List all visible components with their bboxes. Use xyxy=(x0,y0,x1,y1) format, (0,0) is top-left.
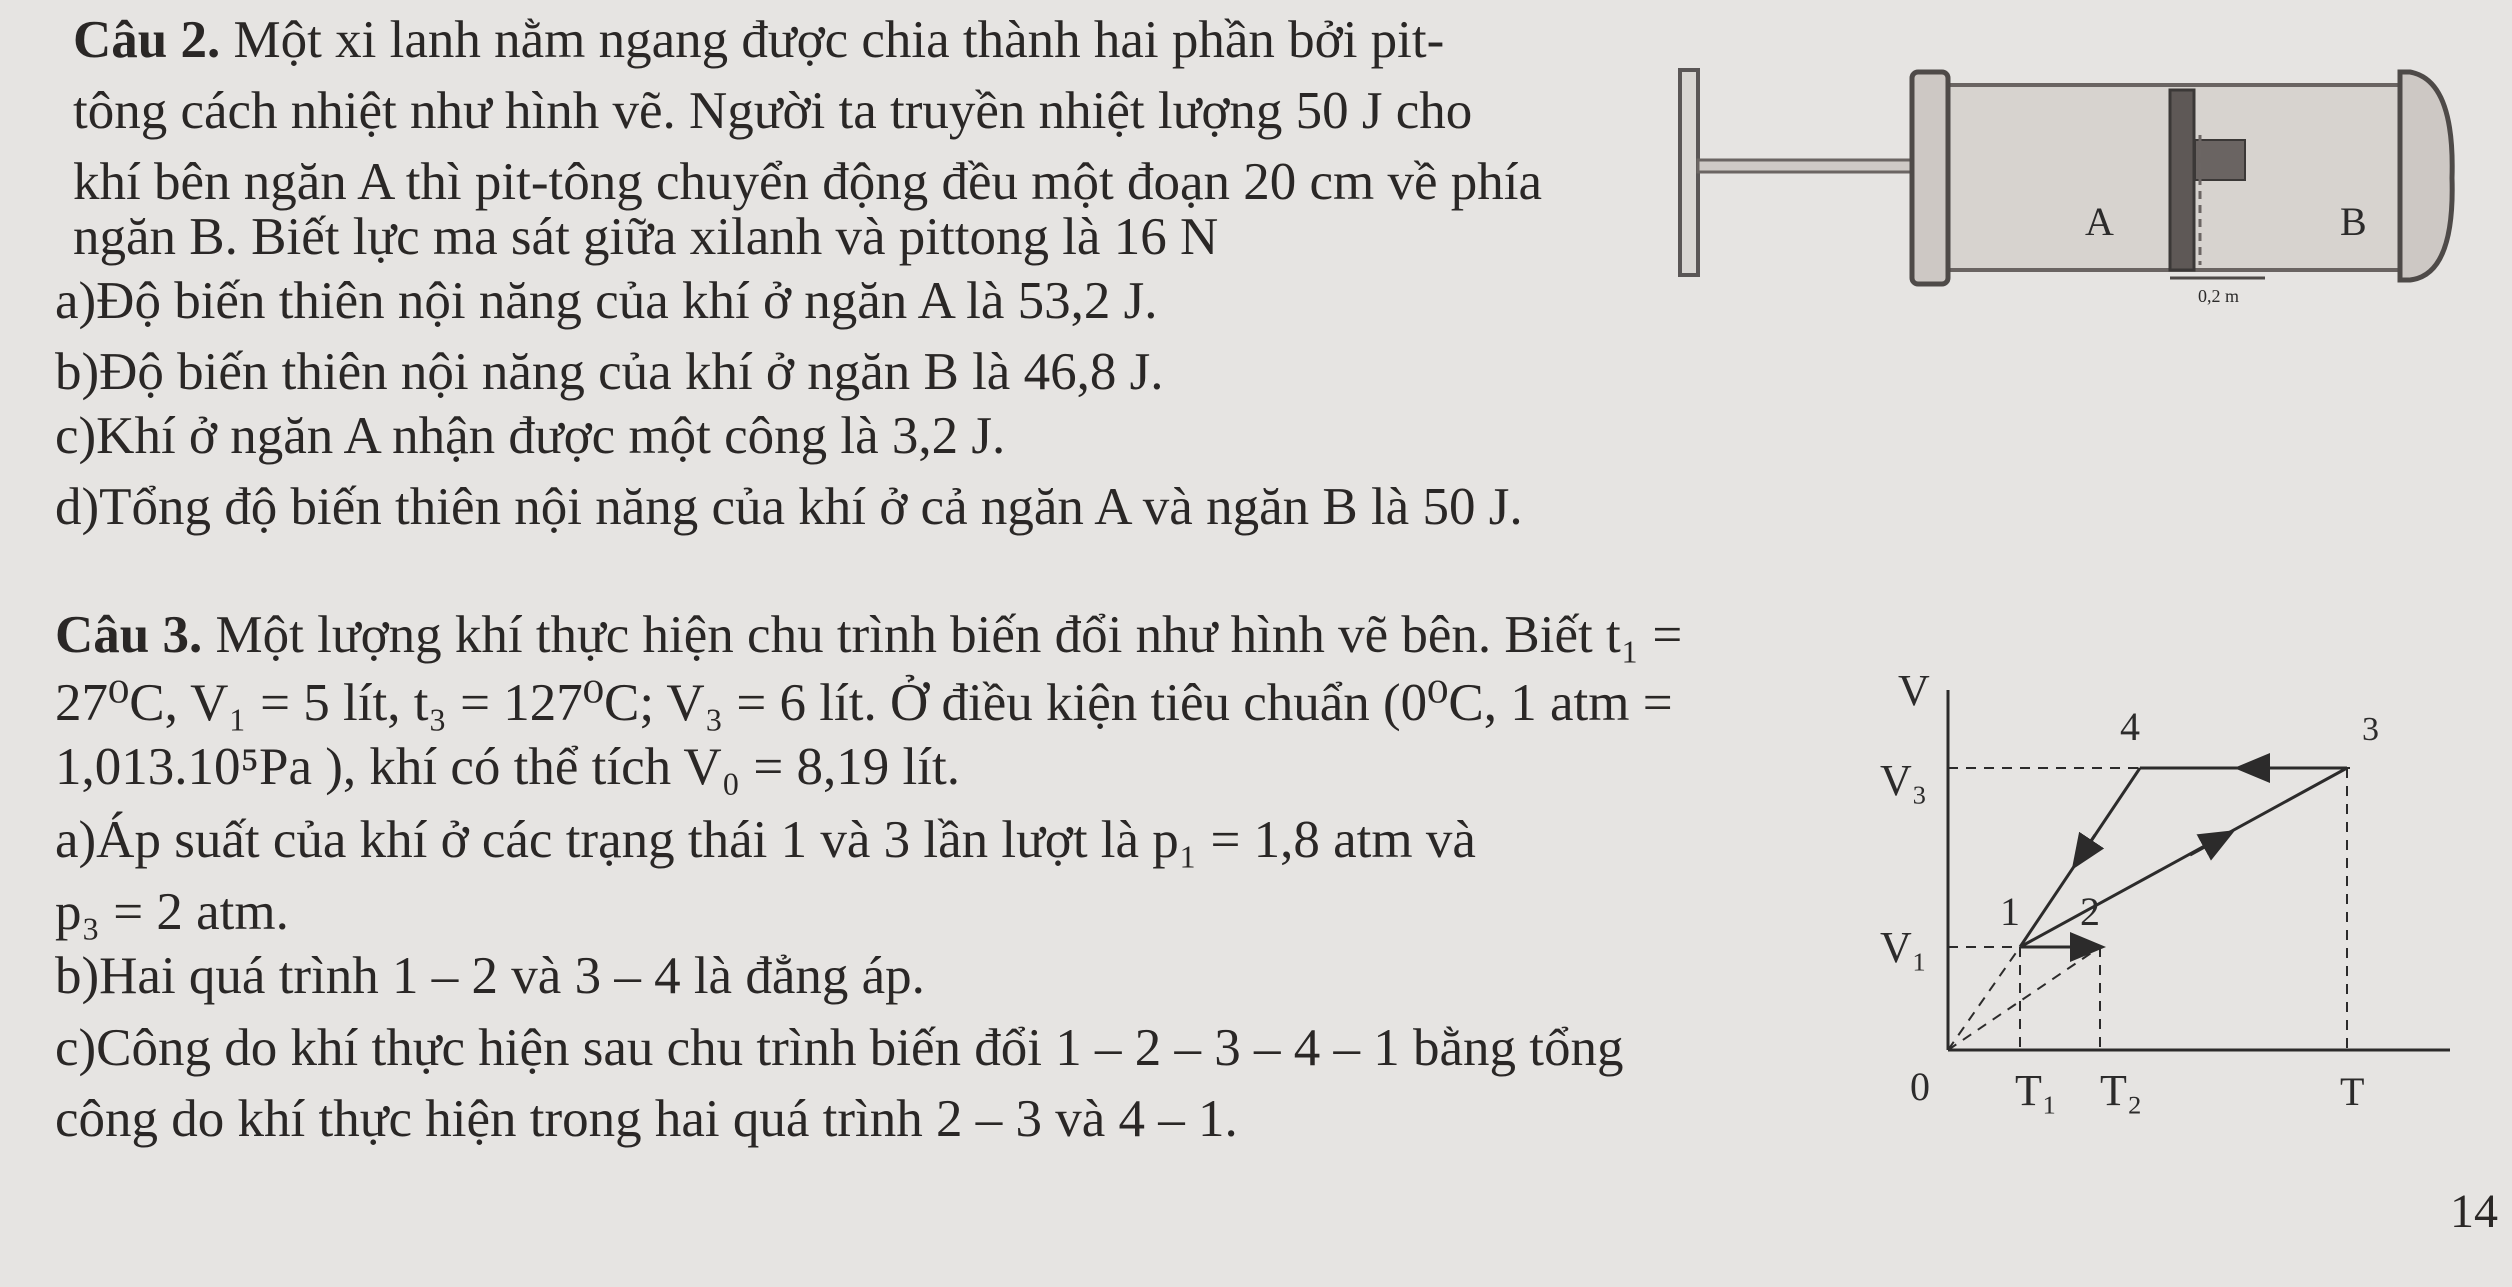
origin-label: 0 xyxy=(1910,1064,1930,1109)
q3-line-1 xyxy=(55,603,1682,667)
v3-label: V₃ xyxy=(1880,756,1928,805)
q3-line-1-text: Một lượng khí thực hiện chu trình biến đổi như hình vẽ bên. Biết t₁ = xyxy=(202,606,1683,664)
state-2-label: 2 xyxy=(2080,889,2100,934)
t2-label: T₂ xyxy=(2100,1066,2143,1115)
q3-option-a-line-2: p₃ = 2 atm. xyxy=(55,883,289,941)
q3-option-c-line-2: công do khí thực hiện trong hai quá trình 2 – 3 và 4 – 1. xyxy=(55,1090,1238,1148)
state-1-label: 1 xyxy=(2000,889,2020,934)
q3-option-b: b)Hai quá trình 1 – 2 và 3 – 4 là đẳng áp. xyxy=(55,947,925,1005)
v-axis-label: V xyxy=(1898,666,1930,715)
q2-heading: Câu 2. xyxy=(73,11,221,69)
chamber-b-label: B xyxy=(2340,199,2367,244)
q2-option-a: a)Độ biến thiên nội năng của khí ở ngăn A là 53,2 J. xyxy=(55,272,1158,330)
q3-option-a-line-1: a)Áp suất của khí ở các trạng thái 1 và 3 lần lượt là p₁ = 1,8 atm và xyxy=(55,811,1476,869)
v1-label: V₁ xyxy=(1880,923,1928,972)
vt-cycle-graph xyxy=(1850,660,2490,1120)
q2-line-4: ngăn B. Biết lực ma sát giữa xilanh và pittong là 16 N xyxy=(73,208,1219,266)
piston xyxy=(2170,90,2194,270)
q2-option-c: c)Khí ở ngăn A nhận được một công là 3,2 J. xyxy=(55,407,1006,465)
q3-line-2: 27⁰C, V₁ = 5 lít, t₃ = 127⁰C; V₃ = 6 lít. Ở điều kiện tiêu chuẩn (0⁰C, 1 atm = xyxy=(55,674,1673,732)
process-2-3 xyxy=(2020,768,2347,947)
cylinder-right-cap xyxy=(2400,72,2452,280)
q2-line-3: khí bên ngăn A thì pit-tông chuyển động đều một đoạn 20 cm về phía xyxy=(73,153,1543,211)
t1-label: T₁ xyxy=(2015,1066,2058,1115)
page-number: 14 xyxy=(2450,1185,2498,1238)
q3-option-c-line-1: c)Công do khí thực hiện sau chu trình biến đổi 1 – 2 – 3 – 4 – 1 bằng tổng xyxy=(55,1019,1624,1077)
isobar-extension-2 xyxy=(1948,947,2100,1050)
q2-option-b: b)Độ biến thiên nội năng của khí ở ngăn B là 46,8 J. xyxy=(55,343,1164,401)
q2-line-2: tông cách nhiệt như hình vẽ. Người ta truyền nhiệt lượng 50 J cho xyxy=(73,82,1473,140)
q2-line-1 xyxy=(73,8,1444,72)
q3-line-3: 1,013.10⁵Pa ), khí có thể tích V₀ = 8,19 lít. xyxy=(55,738,960,796)
q2-line-1-text: Một xi lanh nằm ngang được chia thành hai phần bởi pit- xyxy=(220,11,1445,69)
chamber-a-label: A xyxy=(2085,199,2114,244)
isobar-extension-1 xyxy=(1948,947,2020,1050)
process-2-3-arrow xyxy=(2190,833,2230,855)
scale-label: 0,2 m xyxy=(2198,286,2240,306)
handle-plate xyxy=(1680,70,1698,275)
q2-option-d: d)Tổng độ biến thiên nội năng của khí ở cả ngăn A và ngăn B là 50 J. xyxy=(55,478,1523,536)
q3-heading: Câu 3. xyxy=(55,606,203,664)
cylinder-figure xyxy=(1640,60,2460,320)
state-4-label: 4 xyxy=(2120,704,2140,749)
t-axis-label: T xyxy=(2340,1069,2365,1114)
cylinder-left-cap xyxy=(1912,72,1948,284)
process-4-1-arrow xyxy=(2075,835,2095,865)
state-3-label: 3 xyxy=(2362,711,2379,748)
piston-seal xyxy=(2195,140,2245,180)
